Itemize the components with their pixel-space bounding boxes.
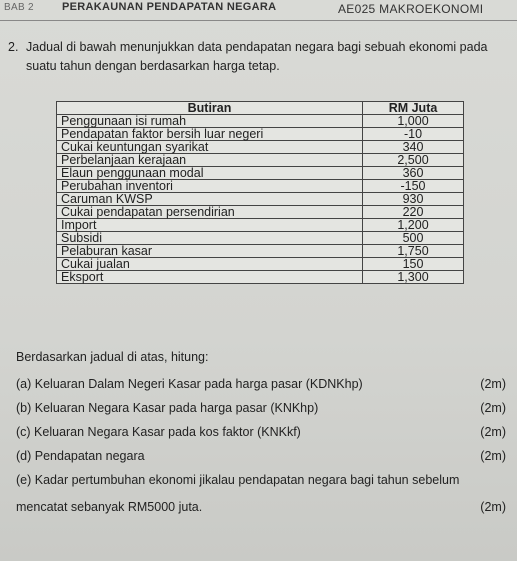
- question-intro: [8, 38, 503, 76]
- table-row: [57, 154, 464, 167]
- question-text-line-2: suatu tahun dengan berdasarkan harga tetap.: [26, 59, 280, 73]
- row-value: 1,750: [363, 245, 464, 258]
- row-item: Pelaburan kasar: [57, 245, 363, 258]
- table-row: [57, 115, 464, 128]
- table-row: [57, 141, 464, 154]
- part-marks: (2m): [480, 449, 506, 463]
- row-value: 1,200: [363, 219, 464, 232]
- table-header-row: [57, 102, 464, 115]
- row-value: -150: [363, 180, 464, 193]
- part-text: (a) Keluaran Dalam Negeri Kasar pada harga pasar (KDNKhp): [16, 377, 363, 391]
- instruction-text: Berdasarkan jadual di atas, hitung:: [16, 350, 209, 364]
- table-row: [57, 219, 464, 232]
- part-marks: (2m): [480, 377, 506, 391]
- row-item: Perbelanjaan kerajaan: [57, 154, 363, 167]
- part-text: (d) Pendapatan negara: [16, 449, 145, 463]
- table-row: [57, 167, 464, 180]
- question-text-line-1: Jadual di bawah menunjukkan data pendapatan negara bagi sebuah ekonomi pada: [26, 40, 488, 54]
- row-value: 340: [363, 141, 464, 154]
- row-value: 150: [363, 258, 464, 271]
- page-header: [0, 0, 517, 21]
- row-value: 930: [363, 193, 464, 206]
- table-row: [57, 180, 464, 193]
- row-item: Pendapatan faktor bersih luar negeri: [57, 128, 363, 141]
- row-item: Caruman KWSP: [57, 193, 363, 206]
- row-value: 1,000: [363, 115, 464, 128]
- course-code: AE025 MAKROEKONOMI: [338, 2, 484, 16]
- row-value: 2,500: [363, 154, 464, 167]
- part-text: (b) Keluaran Negara Kasar pada harga pasar (KNKhp): [16, 401, 319, 415]
- table-row: [57, 206, 464, 219]
- chapter-label: BAB 2: [4, 2, 34, 13]
- part-marks: (2m): [480, 401, 506, 415]
- row-item: Cukai keuntungan syarikat: [57, 141, 363, 154]
- question-number: 2.: [8, 40, 19, 54]
- row-value: 360: [363, 167, 464, 180]
- part-text: mencatat sebanyak RM5000 juta.: [16, 500, 203, 514]
- table-row: [57, 271, 464, 284]
- national-income-table: [56, 101, 464, 284]
- row-value: 500: [363, 232, 464, 245]
- row-item: Subsidi: [57, 232, 363, 245]
- row-item: Penggunaan isi rumah: [57, 115, 363, 128]
- table-row: [57, 193, 464, 206]
- table-row: [57, 128, 464, 141]
- part-text: (e) Kadar pertumbuhan ekonomi jikalau pendapatan negara bagi tahun sebelum: [16, 473, 460, 487]
- row-item: Import: [57, 219, 363, 232]
- row-value: 220: [363, 206, 464, 219]
- part-marks: (2m): [480, 425, 506, 439]
- part-text: (c) Keluaran Negara Kasar pada kos faktor (KNKkf): [16, 425, 301, 439]
- row-value: 1,300: [363, 271, 464, 284]
- table-row: [57, 245, 464, 258]
- row-item: Eksport: [57, 271, 363, 284]
- row-item: Cukai jualan: [57, 258, 363, 271]
- column-header-value: RM Juta: [363, 102, 464, 115]
- row-item: Elaun penggunaan modal: [57, 167, 363, 180]
- part-marks: (2m): [480, 500, 506, 514]
- table-row: [57, 258, 464, 271]
- row-item: Perubahan inventori: [57, 180, 363, 193]
- row-item: Cukai pendapatan persendirian: [57, 206, 363, 219]
- column-header-item: Butiran: [57, 102, 363, 115]
- chapter-title: PERAKAUNAN PENDAPATAN NEGARA: [62, 1, 277, 13]
- table-row: [57, 232, 464, 245]
- row-value: -10: [363, 128, 464, 141]
